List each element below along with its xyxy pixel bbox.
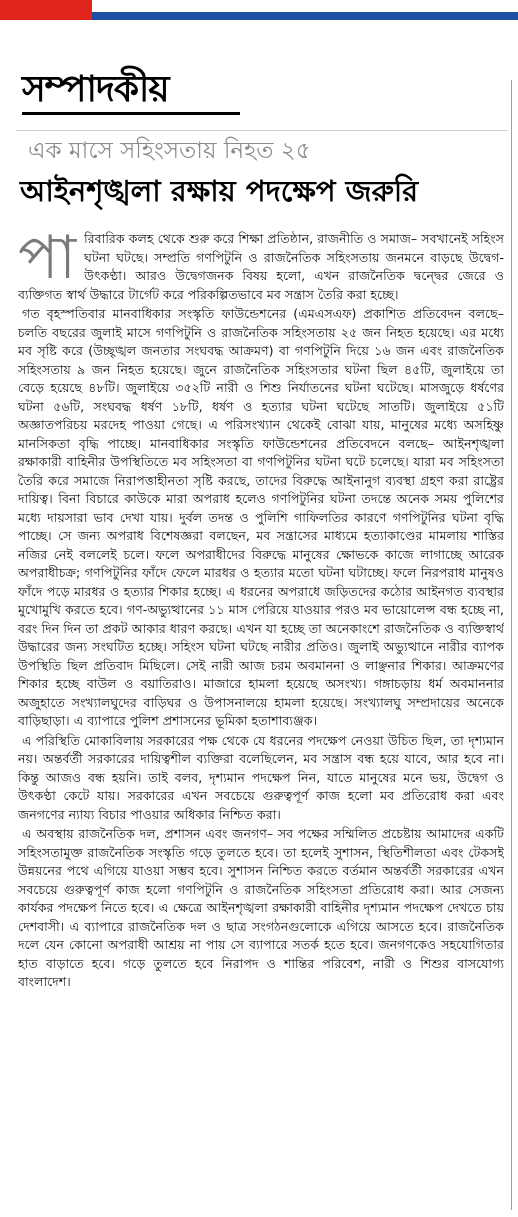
article-headline: আইনশৃঙ্খলা রক্ষায় পদক্ষেপ জরুরি bbox=[20, 174, 419, 208]
article-paragraph-3: এ পরিস্থিতি মোকাবিলায় সরকারের পক্ষ থেকে যে ধরনের পদক্ষেপ নেওয়া উচিত ছিল, তা দৃশ্যমান নয়। অন্তর্বর্তী সরকারের দায়িত্বশীল ব্যক্তিরা বলেছিলেন, মব সন্ত্রাস বন্ধ হয়ে যাবে, আর হবে না। কিন্তু আজও বন্ধ হয়নি। তাই বলব, দৃশ্যমান পদক্ষেপ নিন, যাতে মানুষের মনে ভয়, উদ্বেগ ও উৎকণ্ঠা কেটে যায়। সরকারের এখন সবচেয়ে গুরুত্বপূর্ণ কাজ হলো মব প্রতিরোধ করা এবং জনগণের ন্যায্য বিচার পাওয়ার অধিকার নিশ্চিত করা। bbox=[18, 732, 504, 822]
article-paragraph-2: গত বৃহস্পতিবার মানবাধিকার সংস্কৃতি ফাউন্ডেশনের (এমএসএফ) প্রকাশিত প্রতিবেদন বলছে– চলতি বছরের জুলাই মাসে গণপিটুনি ও রাজনৈতিক সহিংসতায় ২৫ জন নিহত হয়েছে। এর মধ্যে মব সৃষ্টি করে (উচ্ছৃঙ্খল জনতার সংঘবদ্ধ আক্রমণ) বা গণপিটুনি দিয়ে ১৬ জন এবং রাজনৈতিক সহিংসতায় ৯ জন নিহত হয়েছে। জুনে রাজনৈতিক সহিংসতার ঘটনা ছিল ৪৫টি, জুলাইয়ে তা বেড়ে হয়েছে ৪৮টি। জুলাইয়ে ৩৫২টি নারী ও শিশু নির্যাতনের ঘটনা ঘটেছে। মাসজুড়ে ধর্ষণের ঘটনা ৫৬টি, সংঘবদ্ধ ধর্ষণ ১৮টি, ধর্ষণ ও হত্যার ঘটনা ঘটেছে সাতটি। জুলাইয়ে ৫১টি অজ্ঞাতপরিচয় মরদেহ পাওয়া গেছে। এ পরিসংখ্যান থেকেই বোঝা যায়, মানুষের মধ্যে অসহিষ্ণু মানসিকতা বৃদ্ধি পাচ্ছে। মানবাধিকার সংস্কৃতি ফাউন্ডেশনের প্রতিবেদনে বলছে– আইনশৃঙ্খলা রক্ষাকারী বাহিনীর উপস্থিতিতে মব সহিংসতা বা গণপিটুনির ঘটনা ঘটে চলেছে। যারা মব সহিংসতা তৈরি করে সমাজে নিরাপত্তাহীনতা সৃষ্টি করছে, তাদের বিরুদ্ধে আইনানুগ ব্যবস্থা গ্রহণ করা রাষ্ট্রের দায়িত্ব। বিনা বিচারে কাউকে মারা অপরাধ হলেও গণপিটুনির ঘটনা তদন্তে অনেক সময় পুলিশের মধ্যে দায়সারা ভাব দেখা যায়। দুর্বল তদন্ত ও পুলিশি গাফিলতির কারণে গণপিটুনির ঘটনা বৃদ্ধি পাচ্ছে। সে জন্য অপরাধ বিশেষজ্ঞরা বলছেন, মব সন্ত্রাসের মাধ্যমে হত্যাকাণ্ডের মামলায় শাস্তির নজির নেই বললেই চলে। ফলে অপরাধীদের বিরুদ্ধে মানুষের ক্ষোভকে কাজে লাগাচ্ছে আরেক অপরাধীচক্র; গণপিটুনির ফাঁদে ফেলে মারধর ও হত্যার মতো ঘটনা ঘটাচ্ছে। ফলে নিরপরাধ মানুষও ফাঁদে পড়ে মারধর ও হত্যার শিকার হচ্ছে। এ ধরনের অপরাধে জড়িতদের কঠোর আইনগত ব্যবস্থার মুখোমুখি করতে হবে। গণ-অভ্যুত্থানের ১১ মাস পেরিয়ে যাওয়ার পরও মব ভায়োলেন্স বন্ধ হচ্ছে না, বরং দিন দিন তা প্রকট আকার ধারণ করছে। এখন যা হচ্ছে তা অনেকাংশে রাজনৈতিক ও ব্যক্তিস্বার্থ উদ্ধারের জন্য সংঘটিত হচ্ছে। সহিংস ঘটনা ঘটছে নারীর প্রতিও। জুলাই অভ্যুত্থানে নারীর ব্যাপক উপস্থিতি ছিল প্রতিবাদ মিছিলে। সেই নারী আজ চরম অবমাননা ও লাঞ্ছনার শিকার। আক্রমণের শিকার হচ্ছে বাউল ও বয়াতিরাও। মাজারে হামলা হয়েছে অসংখ্য। গঙ্গাচড়ায় ধর্ম অবমাননার অজুহাতে সংখ্যালঘুদের বাড়িঘর ও উপাসনালয়ে হামলা হয়েছে। সংখ্যালঘু সম্প্রদায়ের অনেকে বাড়িছাড়া। এ ব্যাপারে পুলিশ প্রশাসনের ভূমিকা হতাশাব্যঞ্জক। bbox=[18, 306, 504, 728]
article-kicker: এক মাসে সহিংসতায় নিহত ২৫ bbox=[28, 138, 311, 164]
column-divider bbox=[511, 80, 512, 1210]
section-title: সম্পাদকীয় bbox=[22, 68, 169, 110]
red-accent-block bbox=[0, 0, 92, 20]
blue-accent-strip bbox=[92, 12, 518, 20]
section-title-underline bbox=[22, 112, 240, 115]
article-paragraph-4: এ অবস্থায় রাজনৈতিক দল, প্রশাসন এবং জনগণ– সব পক্ষের সম্মিলিত প্রচেষ্টায় আমাদের একটি সহিংসতামুক্ত রাজনৈতিক সংস্কৃতি গড়ে তুলতে হবে। তা হলেই সুশাসন, স্থিতিশীলতা এবং টেকসই উন্নয়নের পথে এগিয়ে যাওয়া সম্ভব হবে। সুশাসন নিশ্চিত করতে বর্তমান অন্তর্বর্তী সরকারের এখন সবচেয়ে গুরুত্বপূর্ণ কাজ হলো গণপিটুনি ও রাজনৈতিক সহিংসতা প্রতিরোধ করা। আর সেজন্য কার্যকর পদক্ষেপ নিতে হবে। এ ক্ষেত্রে আইনশৃঙ্খলা রক্ষাকারী বাহিনীর দৃশ্যমান পদক্ষেপ দেখতে চায় দেশবাসী। এ ব্যাপারে রাজনৈতিক দল ও ছাত্র সংগঠনগুলোকে এগিয়ে আসতে হবে। রাজনৈতিক দলে যেন কোনো অপরাধী আশ্রয় না পায় সে ব্যাপারে সতর্ক হতে হবে। জনগণকেও সহযোগিতার হাত বাড়াতে হবে। গড়ে তুলতে হবে নিরাপদ ও শান্তির পরিবেশ, নারী ও শিশুর বাসযোগ্য বাংলাদেশ। bbox=[18, 826, 504, 989]
article-body bbox=[18, 230, 504, 1206]
masthead-color-bar bbox=[0, 0, 518, 20]
header-divider bbox=[16, 130, 508, 131]
article-paragraph-1: রিবারিক কলহ থেকে শুরু করে শিক্ষা প্রতিষ্ঠান, রাজনীতি ও সমাজ– সবখানেই সহিংস ঘটনা ঘটছে। সম্প্রতি গণপিটুনি ও রাজনৈতিক সহিংসতায় জনমনে বাড়ছে উদ্বেগ-উৎকণ্ঠা। আরও উদ্বেগজনক বিষয় হলো, এখন রাজনৈতিক দ্বন্দ্বের জেরে ও ব্যক্তিগত স্বার্থ উদ্ধারে টার্গেট করে পরিকল্পিতভাবে মব সন্ত্রাস তৈরি করা হচ্ছে। bbox=[18, 231, 504, 302]
drop-cap: পা bbox=[18, 230, 77, 293]
